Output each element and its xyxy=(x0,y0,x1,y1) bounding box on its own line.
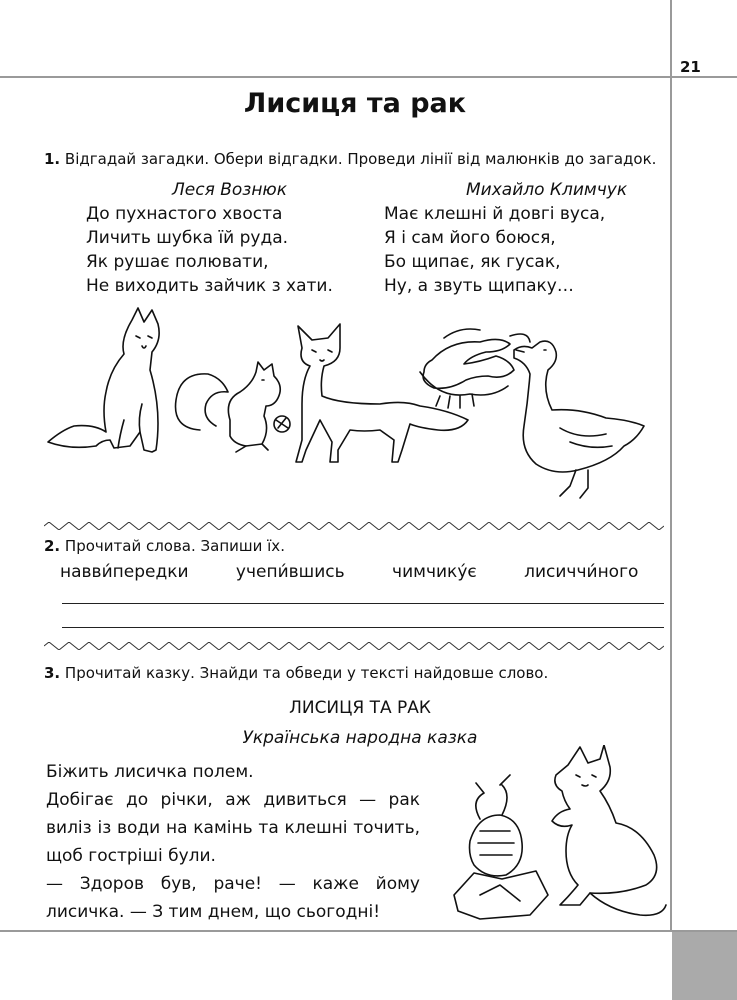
word-item: лисиччи́ного xyxy=(524,562,639,582)
divider-zigzag xyxy=(44,642,664,650)
footer-rule xyxy=(0,930,737,932)
tale-title: ЛИСИЦЯ ТА РАК xyxy=(289,698,431,718)
task-1-text: Відгадай загадки. Обери відгадки. Проведи лінії від малюнків до загадок. xyxy=(64,150,657,168)
poem-line: До пухнастого хвоста xyxy=(86,204,283,224)
writing-line[interactable] xyxy=(62,627,664,628)
crayfish-icon[interactable] xyxy=(420,329,530,408)
poem-line: Як рушає полювати, xyxy=(86,252,269,272)
page-corner-tab xyxy=(672,932,737,1000)
animals-illustration xyxy=(40,300,680,510)
poem-left xyxy=(86,178,333,298)
poem-right-author: Михайло Климчук xyxy=(466,180,628,200)
page-title: Лисиця та рак xyxy=(243,88,467,119)
tale-paragraph: Добігає до річки, аж дивиться — рак виліз із води на камінь та клешні точить, щоб гостріші були. xyxy=(46,790,420,866)
poem-line: Бо щипає, як гусак, xyxy=(384,252,561,272)
header-rule xyxy=(0,76,737,78)
poem-line: Має клешні й довгі вуса, xyxy=(384,204,606,224)
tale-paragraph: — Здоров був, раче! — каже йому лисичка. — З тим днем, що сьогодні! xyxy=(46,874,420,922)
writing-line[interactable] xyxy=(62,603,664,604)
squirrel-icon[interactable] xyxy=(176,362,291,452)
divider-zigzag xyxy=(44,522,664,530)
word-list xyxy=(60,562,680,582)
task-2-instruction xyxy=(44,537,285,555)
fox-and-crayfish-icon xyxy=(440,745,670,925)
wolf-icon[interactable] xyxy=(48,308,159,452)
task-1-number: 1. xyxy=(44,150,61,168)
task-2-number: 2. xyxy=(44,537,61,555)
tale-paragraph: Біжить лисичка полем. xyxy=(46,762,254,782)
task-3-instruction xyxy=(44,664,548,682)
poem-left-author: Леся Вознюк xyxy=(172,180,288,200)
poem-line: Ну, а звуть щипаку… xyxy=(384,276,574,296)
page-number: 21 xyxy=(680,58,701,76)
poem-line: Я і сам його боюся, xyxy=(384,228,556,248)
task-3-number: 3. xyxy=(44,664,61,682)
task-3-text: Прочитай казку. Знайди та обведи у тексті найдовше слово. xyxy=(64,664,549,682)
goose-icon[interactable] xyxy=(514,341,644,498)
poem-line: Личить шубка їй руда. xyxy=(86,228,289,248)
task-2-text: Прочитай слова. Запиши їх. xyxy=(64,537,285,555)
tale-text xyxy=(46,758,420,926)
fox-icon[interactable] xyxy=(296,324,468,462)
task-1-instruction xyxy=(44,150,656,168)
word-item: чимчику́є xyxy=(392,562,477,582)
word-item: навви́передки xyxy=(60,562,189,582)
poem-right xyxy=(384,178,627,298)
poem-line: Не виходить зайчик з хати. xyxy=(86,276,333,296)
word-item: учепи́вшись xyxy=(235,562,345,582)
tale-subtitle: Українська народна казка xyxy=(242,728,478,748)
